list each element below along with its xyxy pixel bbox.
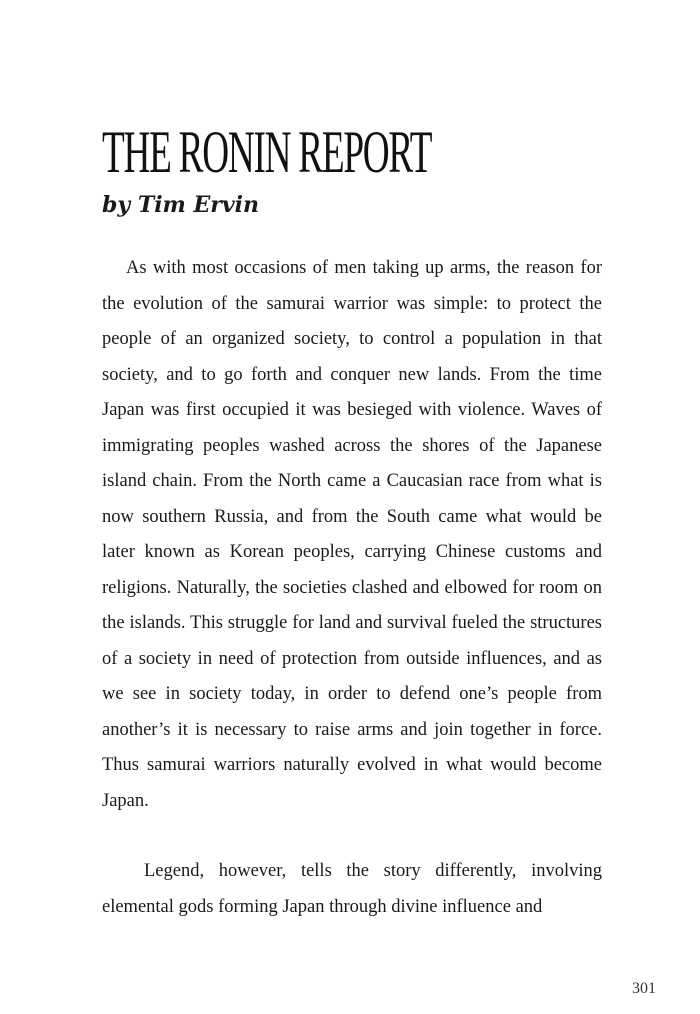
paragraph: As with most occasions of men taking up arms, the reason for the evolution of the samurai warrior was simple: to protect the people of an organized society, to control a population in that society, and to go forth and conquer new lands. From the time Japan was first occupied it was besieged with violence. Waves of immigrating peoples washed across the shores of the Japanese island chain. From the North came a Caucasian race from what is now southern Russia, and from the South came what would be later known as Korean peoples, carrying Chinese customs and religions. Naturally, the societies clashed and elbowed for room on the islands. This struggle for land and survival fueled the structures of a society in need of protection from outside influences, and as we see in society today, in order to defend one’s people from another’s it is necessary to raise arms and join together in force. Thus samurai warriors naturally evolved in what would become Japan.: [102, 258, 602, 811]
page-number: 301: [632, 980, 656, 997]
body-text: [102, 251, 602, 925]
chapter-title: THE RONIN REPORT: [102, 119, 432, 185]
chapter-byline: by Tim Ervin: [102, 192, 259, 218]
paragraph: Legend, however, tells the story differently, involving elemental gods forming Japan through divine influence and: [102, 861, 602, 917]
book-page: [102, 0, 602, 1014]
